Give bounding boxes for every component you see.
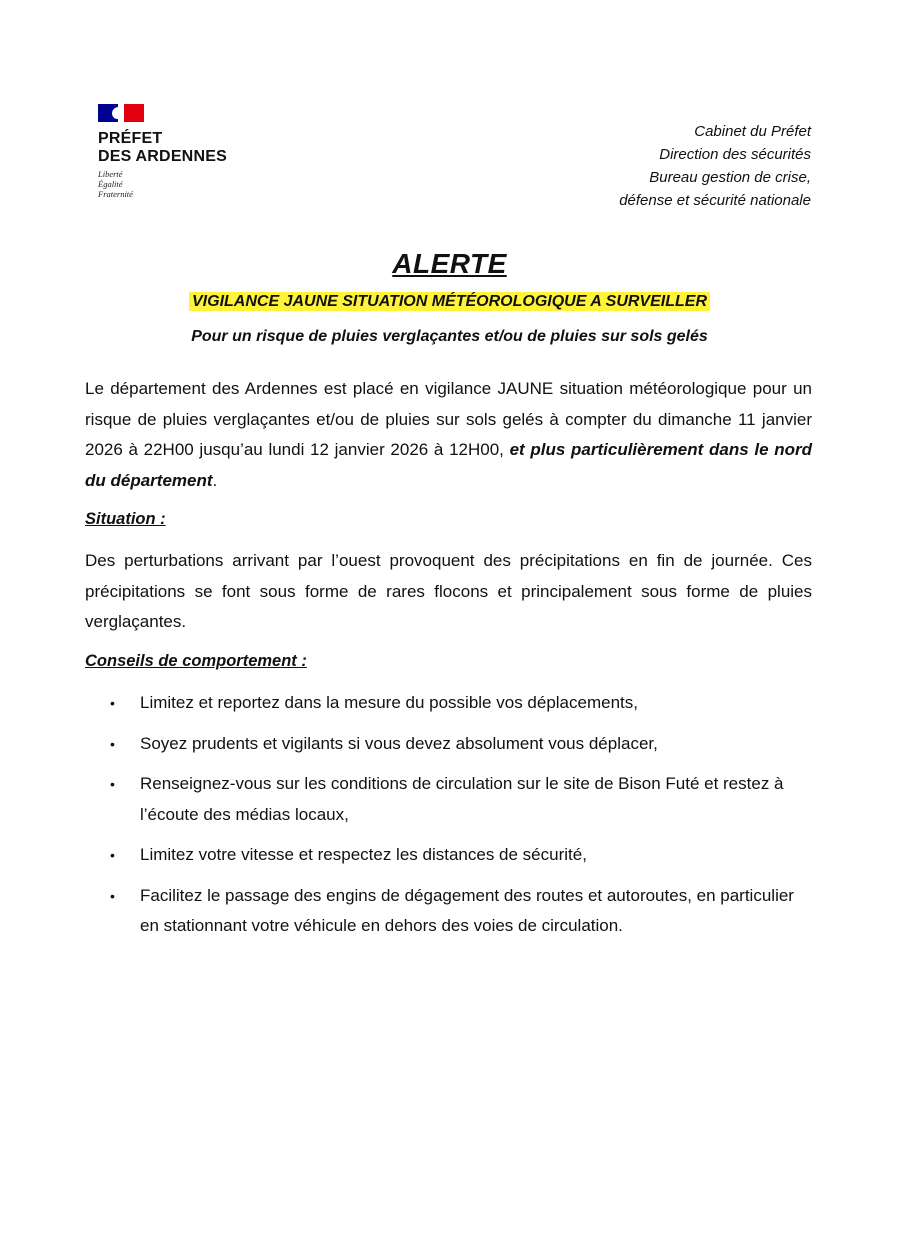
- list-item: • Soyez prudents et vigilants si vous devez absolument vous déplacer,: [106, 729, 812, 760]
- bullet-icon: •: [110, 847, 115, 863]
- service-line: Direction des sécurités: [659, 146, 811, 163]
- risk-subtitle: Pour un risque de pluies verglaçantes et/ou de pluies sur sols gelés: [191, 328, 708, 345]
- french-flag-icon: [98, 104, 144, 122]
- vigilance-highlight: VIGILANCE JAUNE SITUATION MÉTÉOROLOGIQUE A SURVEILLER: [189, 292, 710, 311]
- flag-red-band: [124, 104, 144, 122]
- situation-heading: Situation :: [85, 510, 166, 528]
- flag-blue-band: [98, 104, 118, 122]
- vigilance-level: [0, 293, 899, 311]
- bullet-icon: •: [110, 776, 115, 792]
- list-item: • Limitez et reportez dans la mesure du possible vos déplacements,: [106, 688, 812, 719]
- bullet-icon: •: [110, 695, 115, 711]
- issuing-service: [619, 120, 811, 212]
- logo-title: PRÉFET DES ARDENNES: [98, 130, 227, 165]
- alert-title: ALERTE: [392, 248, 507, 279]
- service-line: Cabinet du Préfet: [694, 123, 811, 140]
- intro-emphasis: et plus particulièrement dans le nord du département: [85, 440, 812, 490]
- list-item: • Facilitez le passage des engins de dégagement des routes et autoroutes, en particulier en stationnant votre véhicule en dehors des voies de circulation.: [106, 881, 812, 942]
- list-item: • Renseignez-vous sur les conditions de circulation sur le site de Bison Futé et restez à l’écoute des médias locaux,: [106, 769, 812, 830]
- advice-heading: Conseils de comportement :: [85, 652, 307, 670]
- bullet-icon: •: [110, 887, 115, 904]
- intro-paragraph: Le département des Ardennes est placé en vigilance JAUNE situation météorologique pour un risque de pluies verglaçantes et/ou de pluies sur sols gelés à compter du dimanche 11 janvier 2026 à 22H00 jusqu’au lundi 12 janvier 2026 à 12H00, et plus particulièrement dans le nord du département.: [85, 379, 812, 490]
- logo-motto: Liberté Égalité Fraternité: [98, 169, 133, 199]
- service-line: Bureau gestion de crise,: [649, 169, 811, 186]
- list-item: • Limitez votre vitesse et respectez les distances de sécurité,: [106, 840, 812, 871]
- bullet-icon: •: [110, 735, 115, 752]
- situation-paragraph: Des perturbations arrivant par l’ouest provoquent des précipitations en fin de journée. Ces précipitations se font sous forme de rares flocons et principalement sous forme de pluies verglaçantes.: [85, 551, 812, 631]
- prefecture-logo: [98, 104, 258, 199]
- service-line: défense et sécurité nationale: [619, 192, 811, 209]
- advice-list: [106, 688, 812, 952]
